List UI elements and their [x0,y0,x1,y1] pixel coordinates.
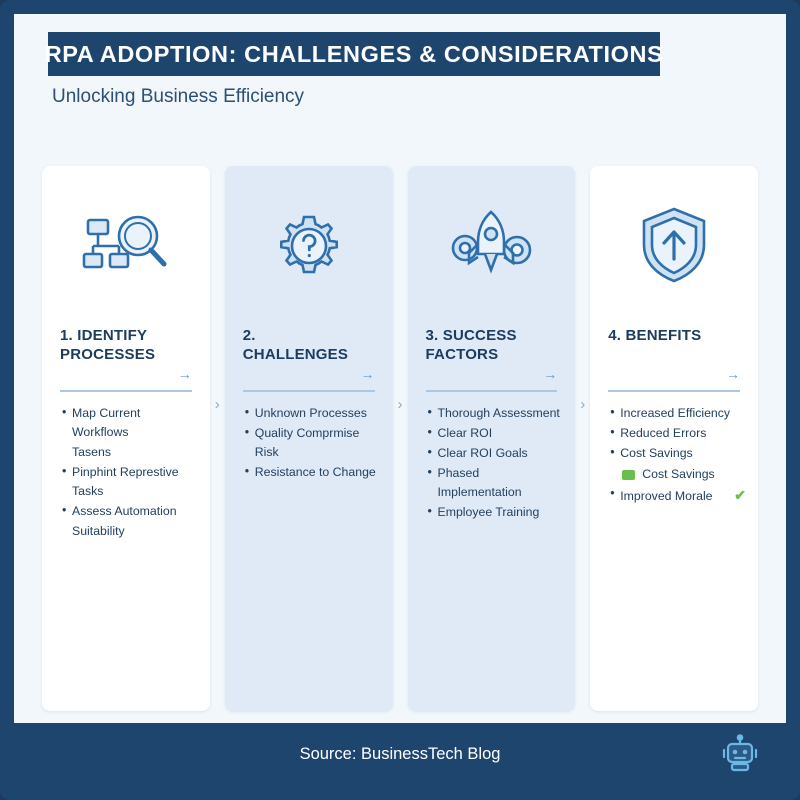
page-subtitle: Unlocking Business Efficiency [52,86,305,107]
list-item: • Phased Implementation [428,464,564,502]
list-item: • Increased Efficiency [610,404,746,423]
list-item: • Unknown Processes [245,404,381,423]
page-title-text: RPA ADOPTION: CHALLENGES & CONSIDERATIONS [44,40,664,67]
card-divider [608,390,740,392]
list-item: • Quality Comprmise Risk [245,424,381,462]
list-item: • Clear ROI Goals [428,444,564,463]
list-item: • Pinphint Represtive Tasks [62,463,198,501]
card-divider [426,390,558,392]
card-3-bullets [408,404,576,522]
card-title-2-text: 2. CHALLENGES [242,327,349,364]
check-icon: ✔ [734,487,747,504]
shield-arrow-up-icon [590,166,758,326]
card-title-4 [590,326,758,384]
arrow-right-icon: → [726,366,741,382]
card-title-2 [225,326,393,384]
list-item-label: • Improved Morale [620,488,713,503]
footer-bar [14,723,786,786]
card-title-4-text: 4. BENEFITS [608,327,702,344]
arrow-right-icon: → [177,366,192,382]
card-title-1-text: 1. IDENTIFY PROCESSES [60,327,156,364]
chevron-right-icon-3: › [580,396,586,413]
list-item: • Thorough Assessment [428,404,564,423]
card-challenges[interactable] [225,166,393,711]
card-divider [60,390,192,392]
list-item: Suitability [72,524,125,539]
cards-row [42,166,758,711]
list-item-chip-label: Cost Savings [642,467,715,482]
list-item: • Clear ROI [428,424,564,443]
robot-icon [720,734,760,774]
list-item: • Assess Automation [62,502,198,521]
card-title-1 [42,326,210,384]
list-item: • Resistance to Change [245,463,381,482]
list-item: Tasens [72,445,111,460]
arrow-right-icon: → [543,366,558,382]
card-identify-processes[interactable] [42,166,210,711]
card-benefits[interactable] [590,166,758,711]
card-title-3-text: 3. SUCCESS FACTORS [425,327,517,364]
question-gear-icon [225,166,393,326]
card-4-bullets [590,404,758,507]
list-item [610,485,746,507]
source-label: Source: BusinessTech Blog [299,745,501,763]
card-title-3 [408,326,576,384]
chevron-right-icon-2: › [397,396,403,413]
list-item-chip [610,465,746,484]
magnifier-process-icon [42,166,210,326]
green-square-icon [622,470,635,480]
arrow-right-icon: → [360,366,375,382]
list-item: • Employee Training [428,503,564,522]
list-item: • Cost Savings [610,444,746,463]
card-1-bullets [42,404,210,541]
page-title [44,32,664,76]
list-item: • Reduced Errors [610,424,746,443]
rocket-gears-icon [408,166,576,326]
card-divider [243,390,375,392]
chevron-right-icon-1: › [214,396,220,413]
card-2-bullets [225,404,393,482]
card-success-factors[interactable] [408,166,576,711]
list-item: • Map Current Workflows [62,404,198,442]
poster-inner [14,14,786,786]
